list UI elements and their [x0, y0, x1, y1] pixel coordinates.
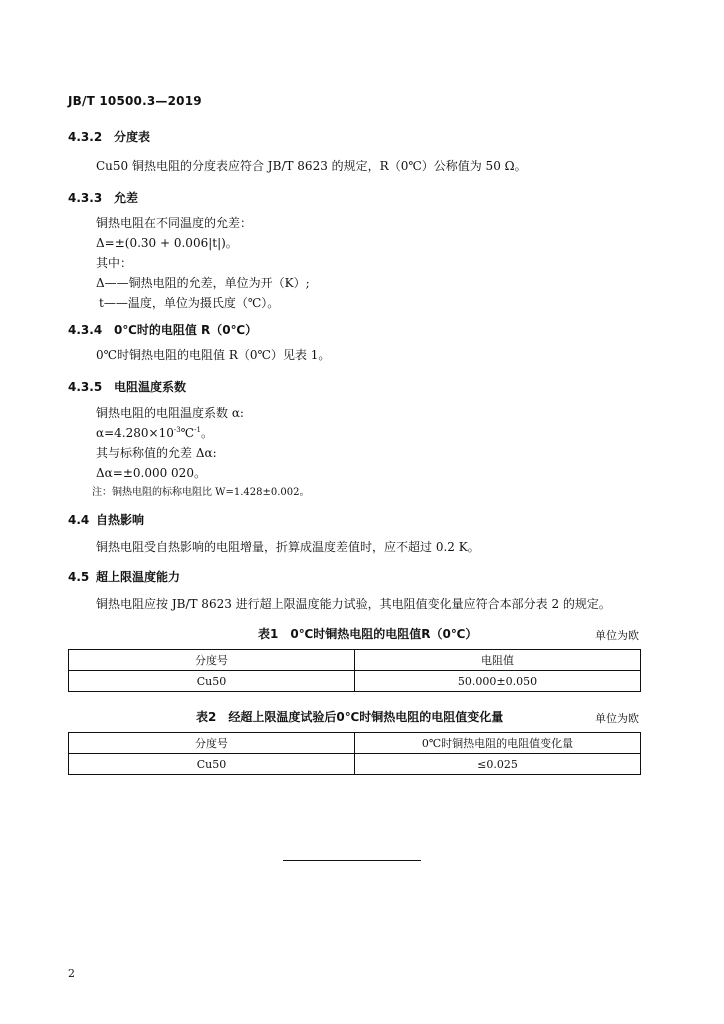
heading-4-3-4: [68, 321, 257, 338]
table-header-row: [69, 650, 641, 671]
alpha-exponent: -3: [173, 426, 181, 434]
paragraph-4-3-2: Cu50 铜热电阻的分度表应符合 JB/T 8623 的规定，R（0℃）公称值为 50 Ω。: [96, 159, 527, 173]
heading-number: 4.5: [68, 570, 90, 584]
table2: [68, 732, 641, 775]
heading-4-4: [68, 511, 144, 528]
delta-definition: Δ——铜热电阻的允差，单位为开（K）;: [96, 276, 310, 290]
heading-4-3-2: [68, 128, 150, 145]
heading-title: 允差: [114, 191, 139, 205]
paragraph-4-3-4: 0℃时铜热电阻的电阻值 R（0℃）见表 1。: [96, 348, 331, 362]
table1: [68, 649, 641, 692]
alpha-tolerance-value: Δα=±0.000 020。: [96, 466, 206, 480]
alpha-end: 。: [200, 426, 213, 440]
table-cell: 50.000±0.050: [355, 671, 641, 692]
tolerance-intro: 铜热电阻在不同温度的允差：: [96, 216, 253, 230]
alpha-value: α=4.280×10: [96, 426, 174, 440]
heading-title: 分度表: [114, 130, 151, 144]
heading-number: 4.3.4: [68, 323, 103, 337]
alpha-unit: ℃: [180, 426, 195, 440]
heading-title: 超上限温度能力: [96, 570, 181, 584]
table-row: [69, 754, 641, 775]
table-header-cell: 0℃时铜热电阻的电阻值变化量: [355, 733, 641, 754]
table-cell: Cu50: [69, 754, 355, 775]
standard-number: JB/T 10500.3—2019: [68, 94, 202, 108]
heading-4-3-5: [68, 378, 186, 395]
heading-title: 电阻温度系数: [114, 380, 187, 394]
alpha-unit-exponent: -1: [194, 426, 201, 434]
heading-4-5: [68, 568, 180, 585]
table-row: [69, 671, 641, 692]
table-header-cell: 电阻值: [355, 650, 641, 671]
paragraph-4-4: 铜热电阻受自热影响的电阻增量，折算成温度差值时，应不超过 0.2 K。: [96, 540, 480, 554]
note: 注：铜热电阻的标称电阻比 W=1.428±0.002。: [92, 487, 310, 498]
alpha-tolerance-intro: 其与标称值的允差 Δα:: [96, 446, 217, 460]
table-header-row: [69, 733, 641, 754]
table-header-cell: 分度号: [69, 650, 355, 671]
where-label: 其中：: [96, 256, 133, 270]
heading-4-3-3: [68, 189, 138, 206]
table-cell: Cu50: [69, 671, 355, 692]
alpha-formula: [96, 424, 213, 441]
tolerance-formula: Δ=±(0.30 + 0.006|t|)。: [96, 236, 238, 250]
table-header-cell: 分度号: [69, 733, 355, 754]
table2-unit: 单位为欧: [595, 712, 639, 725]
table-cell: ≤0.025: [355, 754, 641, 775]
paragraph-4-5: 铜热电阻应按 JB/T 8623 进行超上限温度能力试验，其电阻值变化量应符合本部分表 2 的规定。: [96, 597, 611, 611]
end-rule: [283, 860, 421, 861]
alpha-intro: 铜热电阻的电阻温度系数 α:: [96, 406, 244, 420]
page-number: 2: [68, 967, 75, 980]
heading-number: 4.4: [68, 513, 90, 527]
table1-caption: 表1 0℃时铜热电阻的电阻值R（0℃）: [258, 627, 478, 641]
heading-number: 4.3.2: [68, 130, 103, 144]
table2-caption: 表2 经超上限温度试验后0℃时铜热电阻的电阻值变化量: [196, 710, 504, 724]
table1-unit: 单位为欧: [595, 629, 639, 642]
heading-title: 0℃时的电阻值 R（0℃）: [114, 323, 258, 337]
heading-number: 4.3.3: [68, 191, 103, 205]
heading-number: 4.3.5: [68, 380, 103, 394]
heading-title: 自热影响: [96, 513, 145, 527]
t-definition: t——温度，单位为摄氏度（℃）。: [99, 296, 280, 310]
